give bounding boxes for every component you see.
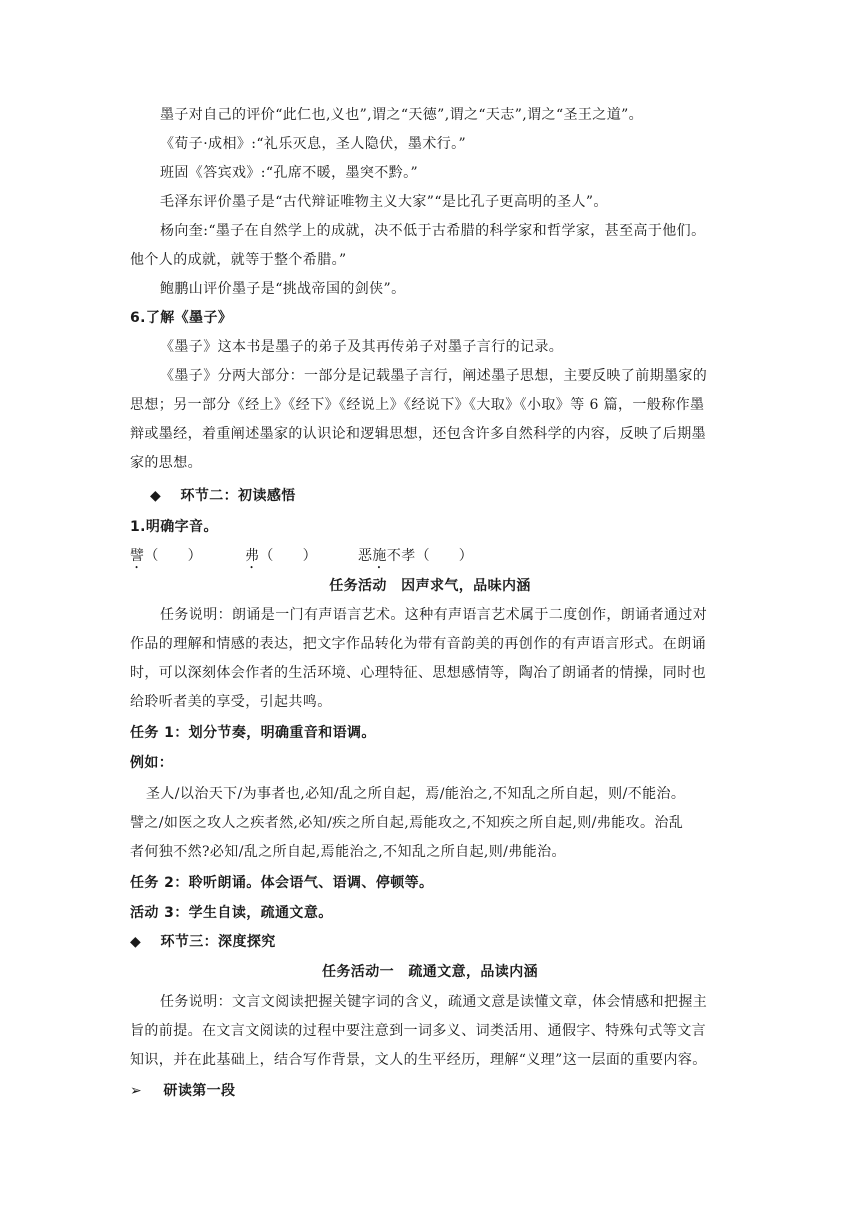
section-6-para2-line3: 辩或墨经，着重阐述墨家的认识论和逻辑思想，还包含许多自然科学的内容，反映了后期墨 xyxy=(130,426,706,442)
study-first-paragraph: 研读第一段 xyxy=(163,1083,236,1099)
example-line1: 圣人/以治天下/为事者也,必知/乱之所自起，焉/能治之,不知乱之所自起，则/不能治。 xyxy=(146,786,686,802)
part3-desc-line1: 任务说明：文言文阅读把握关键字词的含义，疏通文意是读懂文章，体会情感和把握主 xyxy=(160,994,708,1010)
section-6-para2-line4: 家的思想。 xyxy=(130,455,202,471)
activity3-heading: 活动 3：学生自读，疏通文意。 xyxy=(130,905,333,921)
pronunciation-heading: 1.明确字音。 xyxy=(130,519,218,535)
pron-word-1: 譬（ ） xyxy=(130,548,203,564)
section-6-para2-line2: 思想；另一部分《经上》《经下》《经说上》《经说下》《大取》《小取》等 6 篇，一般称作墨 xyxy=(130,397,705,413)
quote-yangxiangkui-line1: 杨向奎:“墨子在自然学上的成就，决不低于古希腊的科学家和哲学家，甚至高于他们。 xyxy=(160,223,706,239)
quote-self-evaluation: 墨子对自己的评价“此仁也,义也”,谓之“天德”,谓之“天志”,谓之“圣王之道”。 xyxy=(160,107,644,123)
quote-bangu: 班固《答宾戏》:“孔席不暖，墨突不黔。” xyxy=(160,165,419,181)
section-6-para2-line1: 《墨子》分两大部分：一部分是记载墨子言行，阐述墨子思想，主要反映了前期墨家的 xyxy=(160,368,708,384)
part3-desc-line3: 知识，并在此基础上，结合写作背景，文人的生平经历，理解“义理”这一层面的重要内容。 xyxy=(130,1052,707,1068)
task1-heading: 任务 1：划分节奏，明确重音和语调。 xyxy=(130,725,376,741)
task-desc-line3: 时，可以深刻体会作者的生活环境、心理特征、思想感情等，陶冶了朗诵者的情操，同时也 xyxy=(130,665,706,681)
part3-heading: 环节三：深度探究 xyxy=(160,934,276,950)
pronunciation-items xyxy=(130,545,730,572)
part3-desc-line2: 旨的前提。在文言文阅读的过程中要注意到一词多义、词类活用、通假字、特殊句式等文言 xyxy=(130,1023,706,1039)
task-desc-line1: 任务说明：朗诵是一门有声语言艺术。这种有声语言艺术属于二度创作，朗诵者通过对 xyxy=(160,607,708,623)
task-activity-title: 任务活动 因声求气，品味内涵 xyxy=(329,578,531,594)
task2-heading: 任务 2：聆听朗诵。体会语气、语调、停顿等。 xyxy=(130,875,434,891)
pron-word-2: 弗（ ） xyxy=(245,548,318,564)
part3-task-title: 任务活动一 疏通文意，品读内涵 xyxy=(322,964,538,980)
arrow-bullet-icon: ➢ xyxy=(130,1083,143,1099)
diamond-bullet-icon: ◆ xyxy=(130,934,142,950)
example-line2: 譬之/如医之攻人之疾者然,必知/疾之所自起,焉能攻之,不知疾之所自起,则/弗能攻。治乱 xyxy=(130,815,684,831)
task-desc-line2: 作品的理解和情感的表达，把文字作品转化为带有音韵美的再创作的有声语言形式。在朗诵 xyxy=(130,636,706,652)
pron-word-3: 恶施不孝（ ） xyxy=(358,548,474,564)
example-label: 例如： xyxy=(130,755,174,771)
part2-heading: 环节二：初读感悟 xyxy=(180,488,296,504)
part3-heading-row xyxy=(130,931,730,953)
section-6-heading: 6.了解《墨子》 xyxy=(130,310,233,326)
study-first-paragraph-row xyxy=(130,1080,730,1102)
section-6-para1: 《墨子》这本书是墨子的弟子及其再传弟子对墨子言行的记录。 xyxy=(160,339,564,355)
quote-yangxiangkui-line2: 他个人的成就，就等于整个希腊。” xyxy=(130,252,347,268)
diamond-bullet-icon: ◆ xyxy=(150,488,162,504)
example-line3: 者何独不然?必知/乱之所自起,焉能治之,不知乱之所自起,则/弗能治。 xyxy=(130,844,566,860)
part2-heading-row xyxy=(150,485,750,507)
task-desc-line4: 给聆听者美的享受，引起共鸣。 xyxy=(130,694,332,710)
quote-maozedong: 毛泽东评价墨子是“古代辩证唯物主义大家”“是比孔子更高明的圣人”。 xyxy=(160,194,608,210)
quote-xunzi: 《荀子·成相》:“礼乐灭息，圣人隐伏，墨术行。” xyxy=(160,136,467,152)
quote-baopengshan: 鲍鹏山评价墨子是“挑战帝国的剑侠”。 xyxy=(160,281,406,297)
